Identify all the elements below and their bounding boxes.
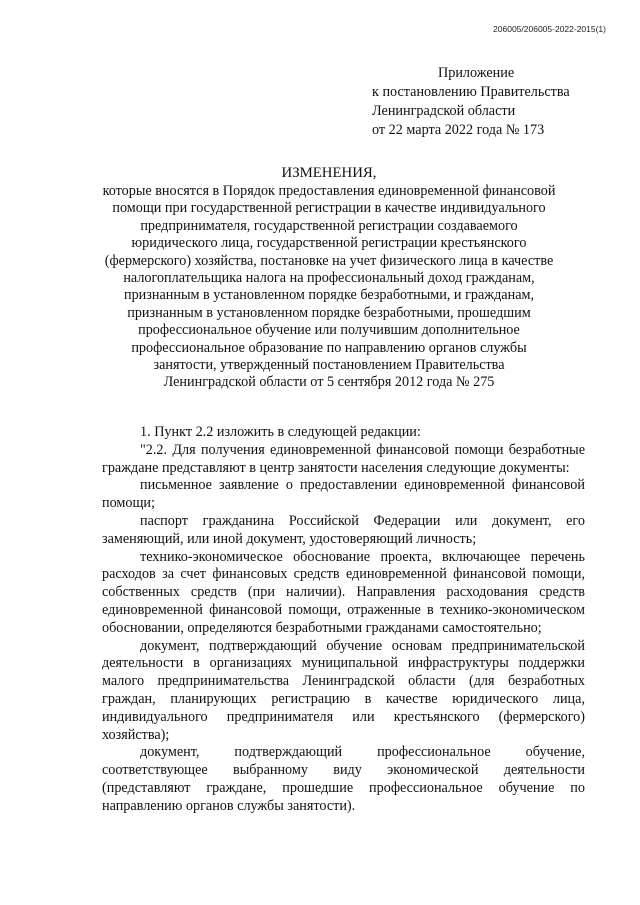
subtitle-line: налогоплательщика налога на профессиональный доход гражданам, (123, 270, 535, 287)
appendix-line: от 22 марта 2022 года № 173 (372, 122, 545, 138)
document-body (102, 424, 585, 816)
document-heading (100, 163, 558, 392)
paragraph-business-training: документ, подтверждающий обучение основам предпринимательской деятельности в организациях муниципальной инфраструктуры поддержки малого предпринимательства Ленинградской области (для безработных граждан, планирующих регистрацию в качестве юридического лица, индивидуального предпринимателя или крестьянского (фермерского) хозяйства); (102, 637, 585, 743)
document-code: 206005/206005-2022-2015(1) (493, 24, 606, 34)
paragraph-application: письменное заявление о предоставлении единовременной финансовой помощи; (102, 477, 585, 512)
subtitle-line: признанным в установленном порядке безработными, прошедшим (127, 304, 531, 321)
subtitle-line: Ленинградской области от 5 сентября 2012 года № 275 (163, 374, 495, 391)
appendix-line: Приложение (438, 65, 515, 81)
appendix-line: к постановлению Правительства (372, 84, 570, 100)
appendix-block (372, 64, 570, 140)
document-title: ИЗМЕНЕНИЯ, (281, 165, 377, 181)
subtitle-line: профессиональное обучение или получившим дополнительное (138, 322, 520, 339)
subtitle-line: предпринимателя, государственной регистрации создаваемого (140, 217, 518, 234)
subtitle-line: признанным в установленном порядке безработными, и гражданам, (123, 287, 535, 304)
subtitle-line: помощи при государственной регистрации в качестве индивидуального (112, 200, 546, 217)
paragraph-passport: паспорт гражданина Российской Федерации или документ, его заменяющий, или иной документ, удостоверяющий личность; (102, 512, 585, 547)
paragraph-professional-training: документ, подтверждающий профессиональное обучение, соответствующее выбранному виду экономической деятельности (представляют граждане, прошедшие профессиональное обучение по направлению органов службы занятости). (102, 744, 585, 814)
paragraph-point-2-2: "2.2. Для получения единовременной финансовой помощи безработные граждане представляют в центр занятости населения следующие документы: (102, 441, 585, 476)
subtitle-line: (фермерского) хозяйства, постановке на учет физического лица в качестве (104, 252, 554, 269)
subtitle-line: занятости, утвержденный постановлением Правительства (153, 357, 505, 374)
paragraph-feasibility-study: технико-экономическое обоснование проекта, включающее перечень расходов за счет финансовых средств единовременной финансовой помощи, собственных средств (при наличии). Направления расходования средств единовременной финансовой помощи, отраженные в технико-экономическом обосновании, определяются безработными гражданами самостоятельно; (102, 548, 585, 636)
subtitle-line: которые вносятся в Порядок предоставления единовременной финансовой (102, 183, 556, 199)
subtitle-line: юридического лица, государственной регистрации крестьянского (131, 235, 527, 252)
appendix-line: Ленинградской области (372, 103, 516, 119)
paragraph-item-1: 1. Пункт 2.2 изложить в следующей редакции: (140, 424, 421, 440)
subtitle-line: профессиональное образование по направлению органов службы (131, 339, 527, 356)
